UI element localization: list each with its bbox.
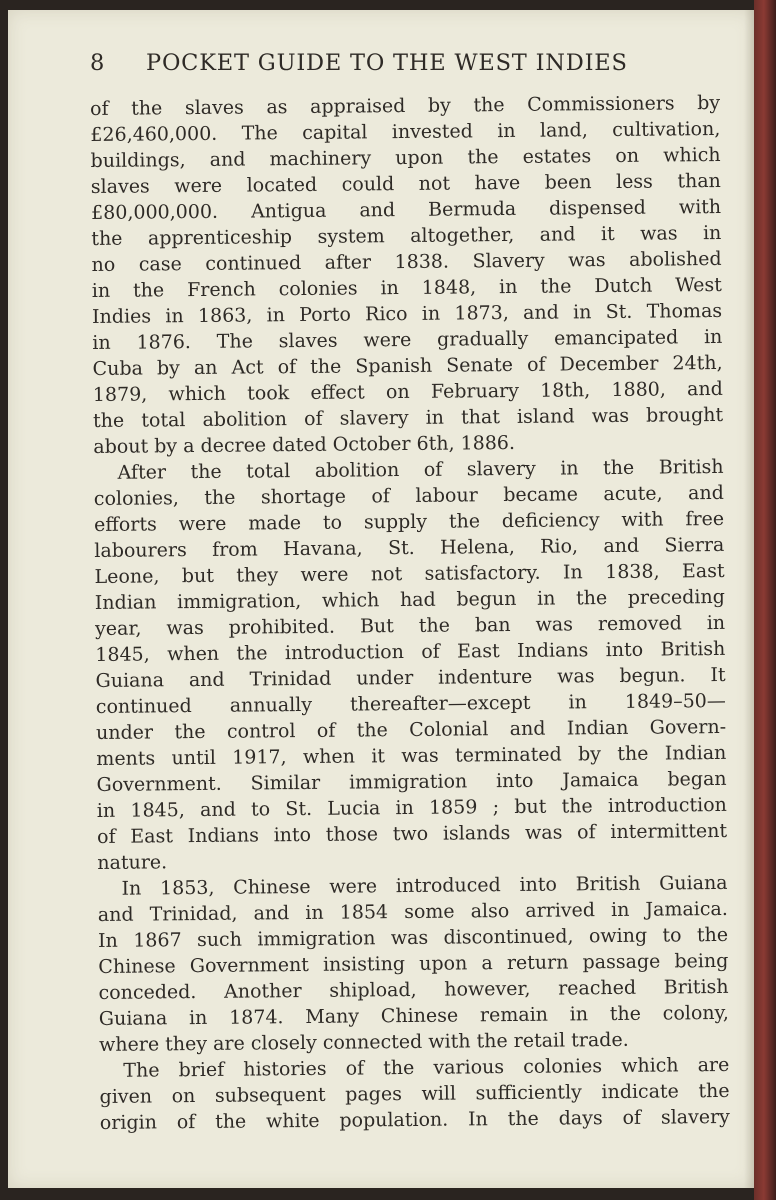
text-line: Indies in 1863, in Porto Rico in 1873, and in St. Thomas: [92, 299, 723, 328]
text-line: in 1845, and to St. Lucia in 1859 ; but the introduction: [96, 793, 727, 822]
text-line: buildings, and machinery upon the estates on which: [90, 143, 721, 172]
text-line: colonies, the shortage of labour became acute, and: [93, 481, 724, 510]
text-line: under the control of the Colonial and Indian Govern-: [96, 715, 727, 744]
paragraph-start-line: In 1853, Chinese were introduced into British Guiana: [121, 871, 728, 900]
body-text: [90, 90, 730, 1136]
text-line: slaves were located could not have been less than: [90, 169, 721, 198]
text-line: no case continued after 1838. Slavery was abolished: [91, 247, 722, 276]
text-line: Indian immigration, which had begun in the preceding: [94, 585, 725, 614]
page-edge-shadow: [744, 10, 754, 1188]
text-line: and Trinidad, and in 1854 some also arrived in Jamaica.: [97, 897, 728, 926]
text-line: Chinese Government insisting upon a return passage being: [98, 949, 729, 978]
text-line: in the French colonies in 1848, in the Dutch West: [91, 273, 722, 302]
text-line: in 1876. The slaves were gradually emancipated in: [92, 325, 723, 354]
text-line: conceded. Another shipload, however, reached British: [98, 975, 729, 1004]
text-line: of East Indians into those two islands was of intermittent: [97, 819, 728, 848]
text-line: given on subsequent pages will sufficiently indicate the: [99, 1079, 730, 1108]
text-line: of the slaves as appraised by the Commissioners by: [90, 91, 721, 120]
running-head: [90, 50, 720, 90]
text-line: the apprenticeship system altogether, and it was in: [91, 221, 722, 250]
paragraph-start-line: After the total abolition of slavery in the British: [117, 455, 724, 484]
text-line: £26,460,000. The capital invested in land, cultivation,: [90, 117, 721, 146]
text-line: origin of the white population. In the days of slavery: [99, 1105, 730, 1134]
paragraph-end-line: about by a decree dated October 6th, 1886.: [93, 431, 516, 458]
book-page: [8, 10, 754, 1188]
text-line: year, was prohibited. But the ban was removed in: [95, 611, 726, 640]
paragraph-start-line: The brief histories of the various colonies which are: [123, 1053, 730, 1082]
text-line: Guiana and Trinidad under indenture was begun. It: [95, 663, 726, 692]
paragraph-end-line: where they are closely connected with the retail trade.: [99, 1028, 629, 1056]
text-line: labourers from Havana, St. Helena, Rio, and Sierra: [94, 533, 725, 562]
text-line: Guiana in 1874. Many Chinese remain in the colony,: [98, 1001, 729, 1030]
page-content: [90, 50, 730, 1136]
text-line: the total abolition of slavery in that island was brought: [93, 403, 724, 432]
paragraph-end-line: nature.: [97, 851, 168, 874]
running-head-title: POCKET GUIDE TO THE WEST INDIES: [146, 50, 628, 76]
text-line: 1879, which took effect on February 18th, 1880, and: [92, 377, 723, 406]
text-line: In 1867 such immigration was discontinued, owing to the: [98, 923, 729, 952]
text-line: 1845, when the introduction of East Indians into British: [95, 637, 726, 666]
text-line: Leone, but they were not satisfactory. In 1838, East: [94, 559, 725, 588]
page-number: 8: [90, 50, 105, 76]
book-spine: [754, 0, 776, 1200]
text-line: continued annually thereafter—except in 1849–50—: [95, 689, 726, 718]
text-line: Government. Similar immigration into Jamaica began: [96, 767, 727, 796]
text-line: Cuba by an Act of the Spanish Senate of December 24th,: [92, 351, 723, 380]
text-line: ments until 1917, when it was terminated by the Indian: [96, 741, 727, 770]
text-line: efforts were made to supply the deficiency with free: [94, 507, 725, 536]
text-line: £80,000,000. Antigua and Bermuda dispensed with: [91, 195, 722, 224]
